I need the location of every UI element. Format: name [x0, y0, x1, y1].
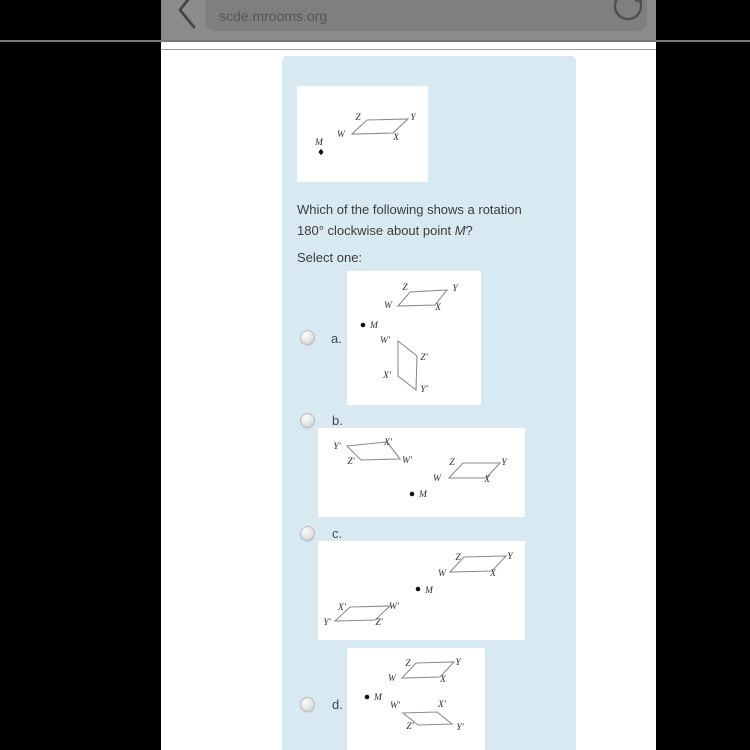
- svg-text:X′: X′: [384, 438, 392, 448]
- svg-text:W: W: [433, 474, 441, 484]
- svg-text:M: M: [370, 321, 378, 331]
- svg-text:Y: Y: [507, 552, 513, 562]
- option-b-letter[interactable]: b.: [332, 413, 343, 428]
- option-d-figure: [347, 648, 485, 750]
- svg-text:X′: X′: [338, 603, 346, 613]
- option-c-radio[interactable]: [300, 526, 315, 541]
- option-b-figure: [318, 428, 525, 517]
- option-a-radio[interactable]: [300, 330, 315, 345]
- svg-text:Z′: Z′: [420, 353, 428, 363]
- svg-text:W: W: [438, 569, 446, 579]
- svg-text:M: M: [315, 138, 323, 148]
- reload-icon[interactable]: [611, 0, 645, 32]
- option-a-letter[interactable]: a.: [331, 331, 342, 346]
- question-figure: [297, 86, 428, 182]
- svg-text:Z: Z: [449, 458, 455, 468]
- question-line1: Which of the following shows a rotation: [297, 202, 522, 217]
- svg-text:Z: Z: [402, 283, 408, 293]
- option-a-figure: [347, 271, 481, 405]
- toolbar-divider: [0, 40, 750, 42]
- svg-text:W: W: [337, 130, 345, 140]
- select-one-label: Select one:: [297, 250, 363, 265]
- content-divider: [161, 49, 656, 50]
- svg-text:W′: W′: [402, 456, 412, 466]
- svg-text:Y′: Y′: [456, 723, 464, 733]
- svg-text:W′: W′: [390, 701, 400, 711]
- option-c-figure: [318, 541, 525, 640]
- option-d-letter[interactable]: d.: [332, 697, 343, 712]
- back-icon[interactable]: [175, 0, 201, 30]
- svg-text:X: X: [393, 133, 399, 143]
- svg-text:Y: Y: [455, 658, 461, 668]
- svg-text:M: M: [425, 586, 433, 596]
- svg-text:Y: Y: [410, 113, 416, 123]
- browser-toolbar: [161, 0, 656, 40]
- svg-text:X: X: [435, 303, 441, 313]
- svg-text:Z: Z: [455, 553, 461, 563]
- svg-text:X′: X′: [383, 371, 391, 381]
- question-line2: 180° clockwise about point M?: [297, 223, 473, 238]
- svg-text:Y′: Y′: [333, 442, 341, 452]
- svg-text:X: X: [440, 675, 446, 685]
- svg-text:W: W: [384, 301, 392, 311]
- option-b-radio[interactable]: [300, 413, 315, 428]
- svg-text:X: X: [484, 475, 490, 485]
- svg-text:W′: W′: [380, 336, 390, 346]
- svg-text:M: M: [419, 490, 427, 500]
- svg-text:Z′: Z′: [406, 722, 414, 732]
- svg-text:M: M: [374, 693, 382, 703]
- svg-text:Z: Z: [405, 659, 411, 669]
- svg-text:Z′: Z′: [347, 457, 355, 467]
- svg-text:X′: X′: [438, 700, 446, 710]
- url-bar[interactable]: [205, 0, 647, 31]
- svg-text:X: X: [490, 569, 496, 579]
- option-c-letter[interactable]: c.: [332, 526, 343, 541]
- svg-text:Y: Y: [452, 284, 458, 294]
- svg-text:W: W: [388, 674, 396, 684]
- svg-text:W′: W′: [389, 602, 399, 612]
- question-text: [297, 199, 562, 241]
- option-d-radio[interactable]: [300, 697, 315, 712]
- svg-text:Z′: Z′: [375, 618, 383, 628]
- svg-text:Y′: Y′: [323, 618, 331, 628]
- svg-text:Y: Y: [501, 458, 507, 468]
- url-text: scde.mrooms.org: [219, 8, 328, 24]
- svg-text:Y′: Y′: [420, 385, 428, 395]
- svg-text:Z: Z: [355, 113, 361, 123]
